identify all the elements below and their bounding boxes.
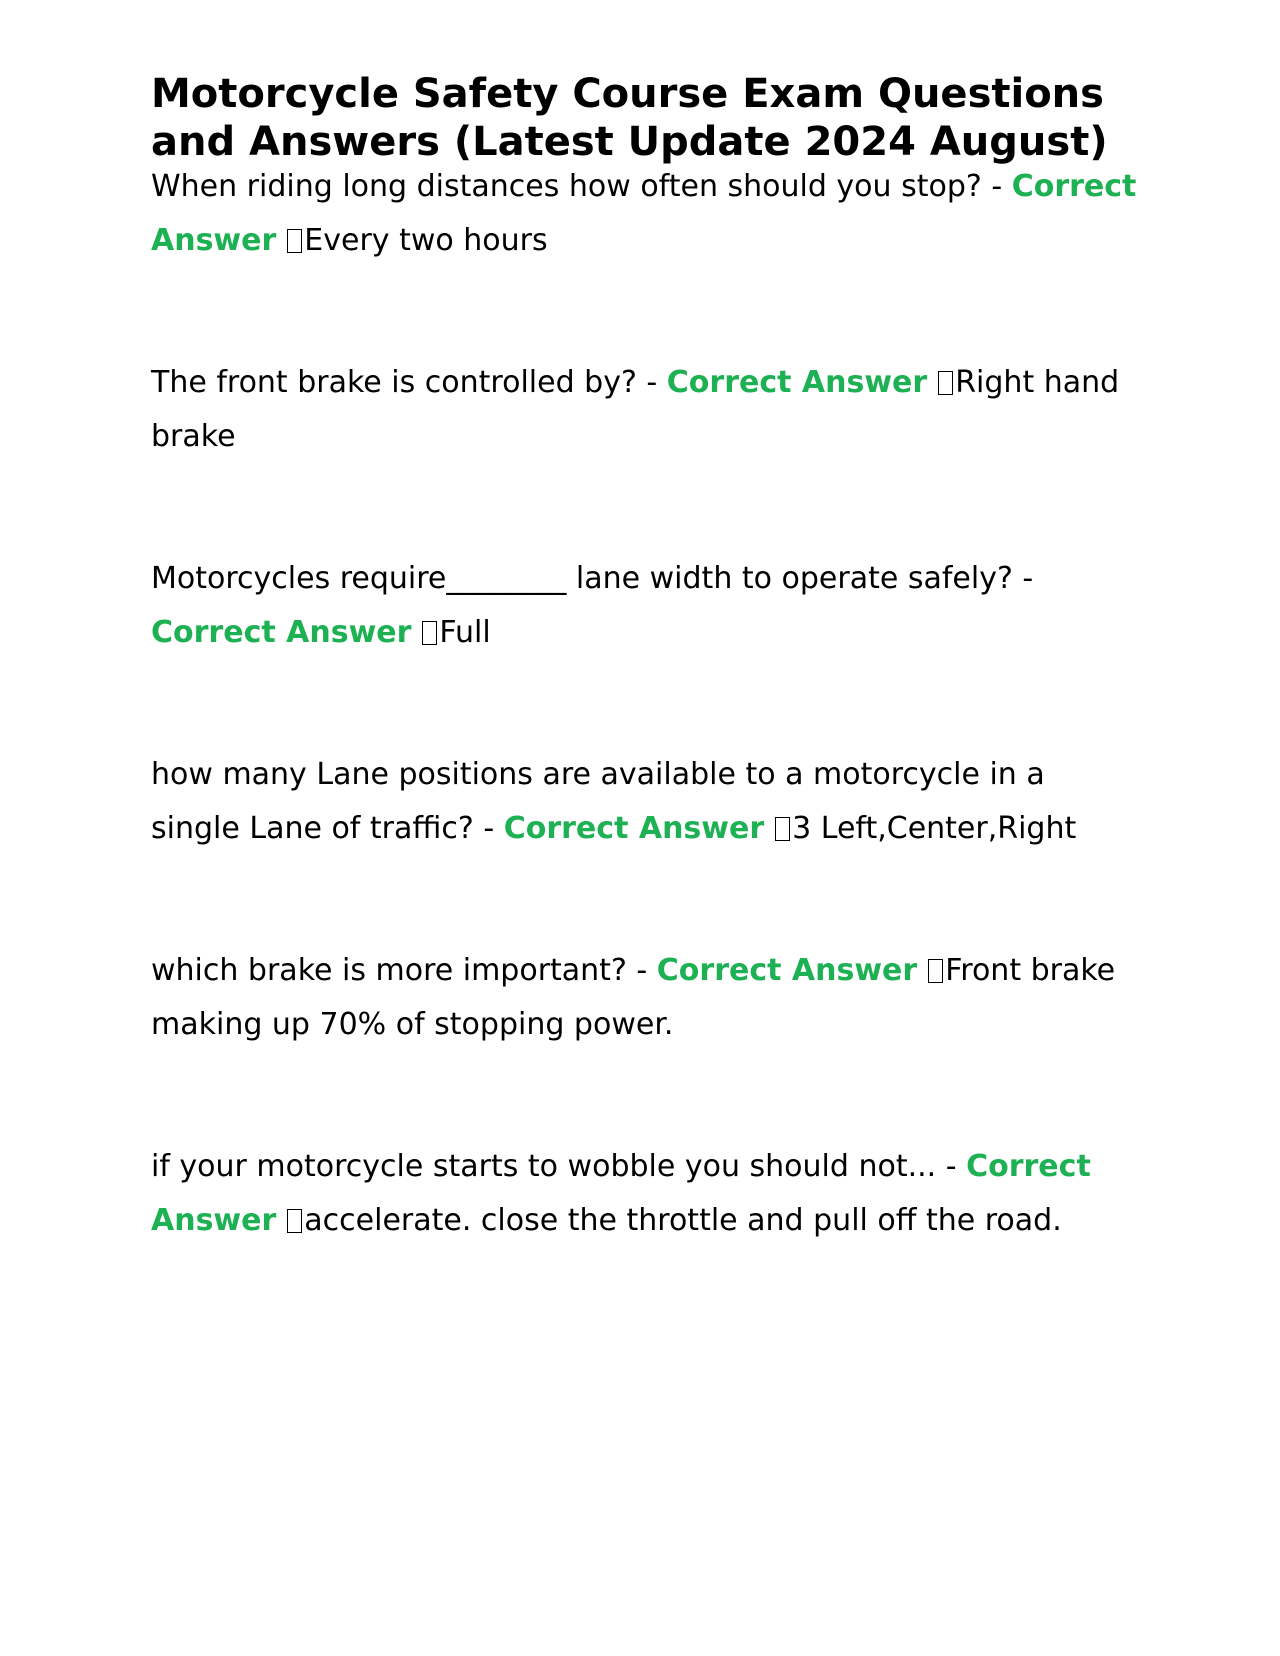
missing-glyph-icon: [422, 621, 437, 645]
answer-text: Every two hours: [304, 223, 548, 258]
missing-glyph-icon: [287, 1209, 302, 1233]
question-text: The front brake is controlled by? -: [151, 365, 667, 400]
correct-answer-label: Correct Answer: [666, 365, 928, 400]
correct-answer-label: Correct Answer: [503, 811, 765, 846]
missing-glyph-icon: [928, 959, 943, 983]
question-text: which brake is more important? -: [151, 953, 657, 988]
question-text: if your motorcycle starts to wobble you should not... -: [151, 1149, 967, 1184]
answer-text: Full: [439, 615, 491, 650]
qa-item: [151, 944, 1141, 1052]
missing-glyph-icon: [938, 371, 953, 395]
answer-text: Front brake making up 70% of stopping power.: [151, 953, 1116, 1042]
question-text: Motorcycles require________ lane width to operate safely? -: [151, 561, 1034, 596]
missing-glyph-icon: [775, 817, 790, 841]
correct-answer-label: Correct Answer: [151, 169, 1137, 258]
qa-item: [151, 552, 1141, 660]
missing-glyph-icon: [287, 229, 302, 253]
correct-answer-label: Correct Answer: [151, 1149, 1091, 1238]
document-title: Motorcycle Safety Course Exam Questions and Answers (Latest Update 2024 August): [151, 71, 1108, 165]
correct-answer-label: Correct Answer: [151, 615, 412, 650]
answer-text: 3 Left,Center,Right: [792, 811, 1077, 846]
answer-text: Right hand brake: [151, 365, 1120, 454]
qa-item: [151, 1140, 1141, 1248]
answer-text: accelerate. close the throttle and pull off the road.: [304, 1203, 1062, 1238]
question-text: When riding long distances how often should you stop? -: [151, 169, 1012, 204]
correct-answer-label: Correct Answer: [656, 953, 918, 988]
qa-item: [151, 748, 1141, 856]
question-text: how many Lane positions are available to a motorcycle in a single Lane of traffic? -: [151, 757, 1045, 846]
document-page: [151, 70, 1141, 1248]
qa-item: [151, 356, 1141, 464]
qa-item: [151, 160, 1141, 268]
